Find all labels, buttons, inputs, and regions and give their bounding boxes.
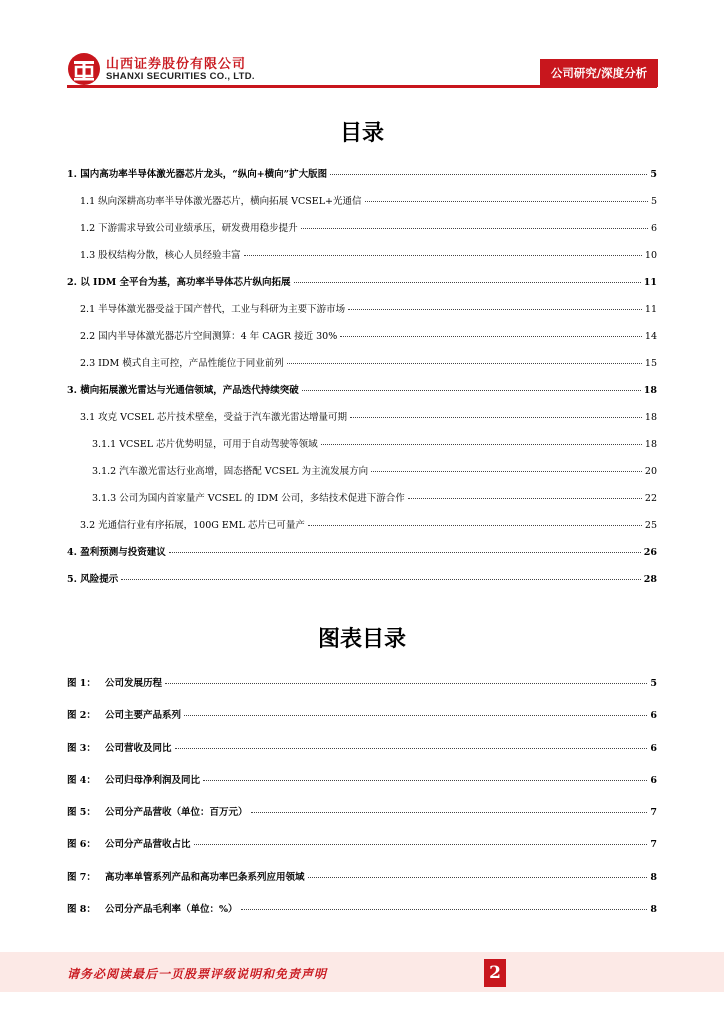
dot-leader <box>408 489 642 499</box>
toc-entry-page: 10 <box>644 250 657 261</box>
toc-entry-page: 11 <box>643 277 657 288</box>
toc-entry[interactable] <box>67 436 657 463</box>
figure-entry-text: 公司分产品营收占比 <box>105 839 191 851</box>
figure-entry[interactable] <box>67 772 657 804</box>
toc-entry-page: 15 <box>644 358 657 369</box>
figure-entry-text: 公司主要产品系列 <box>105 710 182 722</box>
toc-entry[interactable] <box>67 544 657 571</box>
figure-entry-label: 图 6： <box>67 839 96 851</box>
dot-leader <box>175 739 648 749</box>
toc-entry-text: 2.2 国内半导体激光器芯片空间测算：4 年 CAGR 接近 30% <box>80 331 338 342</box>
toc-entry-text: 2.1 半导体激光器受益于国产替代，工业与科研为主要下游市场 <box>80 304 346 315</box>
toc-entry-text: 3. 横向拓展激光雷达与光通信领域，产品迭代持续突破 <box>67 385 299 396</box>
toc-entry[interactable] <box>67 247 657 274</box>
figure-entry-page: 6 <box>650 710 657 722</box>
toc-entry-text: 3.1 攻克 VCSEL 芯片技术壁垒，受益于汽车激光雷达增量可期 <box>80 412 348 423</box>
toc-entry[interactable] <box>67 220 657 247</box>
figure-entry[interactable] <box>67 707 657 739</box>
toc-entry[interactable] <box>67 274 657 301</box>
dot-leader <box>203 771 647 781</box>
toc-entry-text: 1.3 股权结构分散，核心人员经验丰富 <box>80 250 241 261</box>
toc-entry-page: 18 <box>644 439 657 450</box>
dot-leader <box>350 408 642 418</box>
toc-entry-text: 3.1.2 汽车激光雷达行业高增，固态搭配 VCSEL 为主流发展方向 <box>92 466 369 477</box>
toc-entry[interactable] <box>67 193 657 220</box>
toc-entry-page: 14 <box>644 331 657 342</box>
company-logo-icon <box>67 52 101 86</box>
dot-leader <box>294 273 641 283</box>
dot-leader <box>308 868 648 878</box>
figure-entry[interactable] <box>67 740 657 772</box>
figure-entry-page: 8 <box>650 871 657 883</box>
dot-leader <box>340 327 642 337</box>
toc-title: 目录 <box>339 120 384 146</box>
dot-leader <box>365 192 648 202</box>
toc-entry-text: 1. 国内高功率半导体激光器芯片龙头，“纵向+横向”扩大版图 <box>67 169 328 180</box>
toc-entry-page: 26 <box>643 547 657 558</box>
dot-leader <box>301 219 648 229</box>
company-name-cn: 山西证券股份有限公司 <box>106 57 247 72</box>
page-number: 2 <box>484 959 506 987</box>
figure-entry-text: 公司分产品毛利率（单位：%） <box>105 904 238 916</box>
toc-entry-page: 18 <box>643 385 657 396</box>
figure-entry-label: 图 4： <box>67 774 96 786</box>
figure-entry-page: 5 <box>650 678 657 689</box>
toc-entry-page: 22 <box>644 493 657 504</box>
figure-entry-text: 公司营收及同比 <box>105 742 172 754</box>
figure-entry-label: 图 5： <box>67 807 96 819</box>
dot-leader <box>194 835 648 845</box>
dot-leader <box>348 300 642 310</box>
figure-entry-text: 公司归母净利润及同比 <box>105 774 201 786</box>
toc-entry[interactable] <box>67 166 657 193</box>
toc-entry-page: 11 <box>644 304 657 315</box>
dot-leader <box>184 706 647 716</box>
figure-entry[interactable] <box>67 869 657 901</box>
dot-leader <box>287 354 642 364</box>
toc-entry-text: 2.3 IDM 模式自主可控，产品性能位于同业前列 <box>80 358 284 369</box>
toc-entry-text: 3.1.1 VCSEL 芯片优势明显，可用于自动驾驶等领域 <box>92 439 318 450</box>
figure-entry-label: 图 7： <box>67 871 96 883</box>
toc-entry-text: 2. 以 IDM 全平台为基，高功率半导体芯片纵向拓展 <box>67 277 291 288</box>
toc-entry-text: 1.2 下游需求导致公司业绩承压，研发费用稳步提升 <box>80 223 298 234</box>
toc-entry[interactable] <box>67 490 657 517</box>
dot-leader <box>251 803 648 813</box>
figure-entry-page: 6 <box>650 774 657 786</box>
toc-entry-text: 3.2 光通信行业有序拓展，100G EML 芯片已可量产 <box>80 520 305 531</box>
toc-entry-text: 5. 风险提示 <box>67 574 119 585</box>
dot-leader <box>308 516 642 526</box>
figure-entry[interactable] <box>67 675 657 707</box>
toc-entry-text: 3.1.3 公司为国内首家量产 VCSEL 的 IDM 公司，多结技术促进下游合作 <box>92 493 405 504</box>
dot-leader <box>169 543 641 553</box>
figure-entry-label: 图 3： <box>67 742 96 754</box>
figure-entry[interactable] <box>67 836 657 868</box>
dot-leader <box>302 381 641 391</box>
figure-list-title: 图表目录 <box>317 626 406 652</box>
figure-entry-label: 图 2： <box>67 710 96 722</box>
dot-leader <box>121 570 641 580</box>
toc-entry-page: 5 <box>650 169 657 180</box>
toc-entry[interactable] <box>67 571 657 598</box>
toc-entry-page: 6 <box>650 223 657 234</box>
page-header <box>0 0 724 100</box>
toc-entry[interactable] <box>67 382 657 409</box>
figure-entry[interactable] <box>67 804 657 836</box>
toc-entry[interactable] <box>67 463 657 490</box>
figure-entry-text: 公司分产品营收（单位：百万元） <box>105 807 248 819</box>
company-name-en: SHANXI SECURITIES CO., LTD. <box>106 71 255 82</box>
page-footer <box>0 952 724 992</box>
figure-list <box>67 675 657 933</box>
toc-entry-page: 18 <box>644 412 657 423</box>
figure-entry-page: 7 <box>650 807 657 819</box>
report-category-badge: 公司研究/深度分析 <box>540 59 658 87</box>
figure-entry-label: 图 8： <box>67 904 96 916</box>
figure-entry-page: 6 <box>650 742 657 754</box>
toc-entry[interactable] <box>67 355 657 382</box>
figure-entry-page: 7 <box>650 839 657 851</box>
toc-entry[interactable] <box>67 301 657 328</box>
toc-entry[interactable] <box>67 517 657 544</box>
dot-leader <box>330 165 647 175</box>
toc-entry-page: 28 <box>643 574 657 585</box>
figure-entry-label: 图 1： <box>67 678 96 689</box>
dot-leader <box>244 246 642 256</box>
header-divider <box>67 85 657 88</box>
toc-entry-page: 25 <box>644 520 657 531</box>
dot-leader <box>371 462 642 472</box>
dot-leader <box>241 900 648 910</box>
figure-entry-text: 高功率单管系列产品和高功率巴条系列应用领域 <box>105 871 305 883</box>
toc-entry-page: 5 <box>650 196 657 207</box>
figure-entry-page: 8 <box>650 904 657 916</box>
toc-list <box>67 166 657 598</box>
toc-entry[interactable] <box>67 409 657 436</box>
toc-entry[interactable] <box>67 328 657 355</box>
dot-leader <box>165 674 647 684</box>
toc-entry-page: 20 <box>644 466 657 477</box>
disclaimer-text: 请务必阅读最后一页股票评级说明和免责声明 <box>67 967 328 981</box>
dot-leader <box>321 435 642 445</box>
figure-entry-text: 公司发展历程 <box>105 678 163 689</box>
figure-entry[interactable] <box>67 901 657 933</box>
toc-entry-text: 4. 盈利预测与投资建议 <box>67 547 166 558</box>
toc-entry-text: 1.1 纵向深耕高功率半导体激光器芯片，横向拓展 VCSEL+光通信 <box>80 196 362 207</box>
